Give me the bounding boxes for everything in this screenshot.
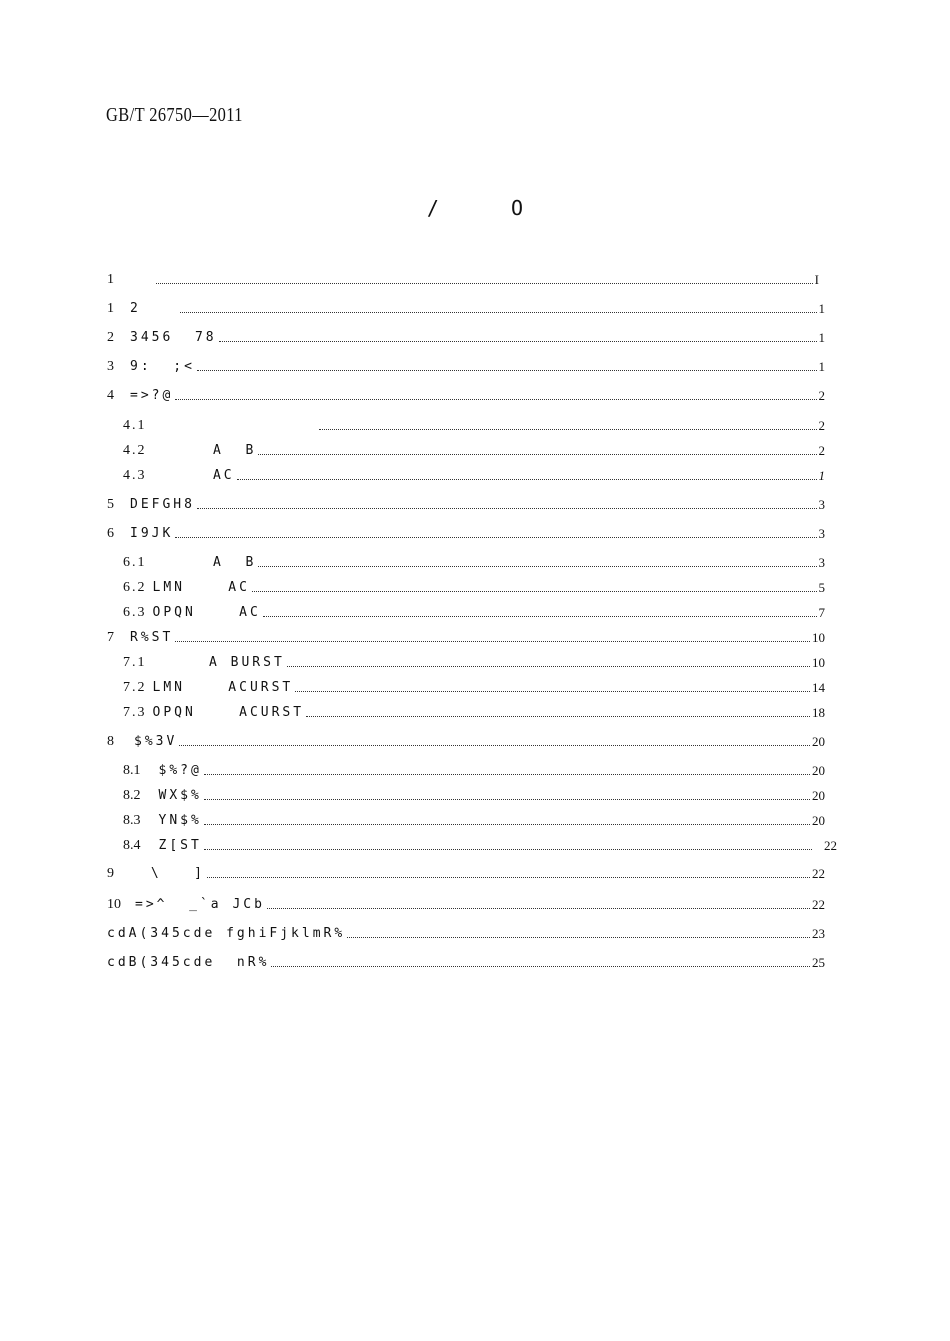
toc-entry-page: 20 [812, 813, 825, 828]
leader-dots [175, 536, 816, 538]
toc-entry-title: =>?@ [130, 388, 174, 403]
toc-entry-title: A B [180, 555, 257, 570]
toc-entry-title: =>^ _`a JCb [135, 897, 265, 912]
toc-entry-16[interactable] [123, 680, 825, 696]
leader-dots [179, 744, 810, 746]
leader-dots [204, 773, 810, 775]
toc-entry-page: 2 [818, 388, 825, 403]
toc-entry-number: 4.2 [123, 443, 147, 458]
toc-entry-page: 3 [818, 555, 825, 570]
toc-entry-title: 2 [130, 301, 141, 316]
toc-entry-page: 3 [818, 526, 825, 541]
toc-entry-9[interactable] [107, 497, 825, 513]
toc-entry-number: 8.4 [123, 838, 141, 853]
toc-entry-appendix-a[interactable] [107, 926, 825, 942]
leader-dots [175, 398, 816, 400]
leader-dots [197, 369, 817, 371]
toc-entry-number: 1 [107, 272, 114, 287]
leader-dots [267, 907, 810, 909]
toc-entry-page: 22 [824, 838, 837, 853]
title-char-right: O [511, 196, 524, 220]
toc-entry-page: 10 [812, 630, 825, 645]
toc-entry-page: 1 [818, 359, 825, 374]
toc-entry-page: 7 [818, 605, 825, 620]
toc-entry-number: 8.3 [123, 813, 141, 828]
standard-number: GB/T 26750—2011 [106, 104, 243, 126]
toc-entry-title: I9JK [130, 526, 174, 541]
toc-entry-20[interactable] [123, 788, 825, 804]
toc-entry-15[interactable] [123, 655, 825, 671]
toc-entry-page: 20 [812, 763, 825, 778]
toc-entry-24[interactable] [107, 897, 825, 913]
toc-entry-number: 10 [107, 897, 121, 912]
toc-entry-number: 6.3 [123, 605, 147, 620]
toc-entry-18[interactable] [107, 734, 825, 750]
toc-entry-number: 2 [107, 330, 114, 345]
toc-entry-page: 3 [818, 497, 825, 512]
toc-entry-8[interactable] [123, 468, 825, 484]
toc-entry-title: $%?@ [158, 763, 202, 778]
leader-dots [204, 848, 812, 850]
toc-entry-title: cdA(345cde fghiFjklmR% [107, 926, 346, 941]
toc-entry-6[interactable] [123, 418, 825, 434]
toc-entry-page: 2 [818, 418, 825, 433]
toc-entry-page: 1 [818, 301, 825, 316]
toc-entry-title: 9: ;< [130, 359, 195, 374]
toc-entry-22[interactable] [123, 838, 837, 854]
toc-entry-title: cdB(345cde nR% [107, 955, 270, 970]
toc-entry-title: $%3V [134, 734, 178, 749]
toc-entry-title: A B [180, 443, 257, 458]
leader-dots [258, 565, 816, 567]
toc-entry-page: 23 [812, 926, 825, 941]
toc-entry-3[interactable] [107, 330, 825, 346]
toc-entry-title: OPQN AC [152, 605, 261, 620]
toc-entry-1[interactable] [107, 272, 819, 288]
toc-entry-number: 6.2 [123, 580, 147, 595]
toc-entry-2[interactable] [107, 301, 825, 317]
toc-entry-title: WX$% [158, 788, 202, 803]
leader-dots [175, 640, 810, 642]
leader-dots [347, 936, 810, 938]
toc-entry-page: 1 [818, 468, 825, 483]
leader-dots [271, 965, 810, 967]
toc-entry-number: 8.2 [123, 788, 141, 803]
toc-entry-10[interactable] [107, 526, 825, 542]
toc-entry-13[interactable] [123, 605, 825, 621]
toc-entry-title: LMN ACURST [152, 680, 294, 695]
toc-entry-number: 7 [107, 630, 114, 645]
leader-dots [287, 665, 810, 667]
leader-dots [237, 478, 817, 480]
toc-entry-number: 8 [107, 734, 114, 749]
leader-dots [180, 311, 817, 313]
toc-entry-12[interactable] [123, 580, 825, 596]
toc-entry-number: 1 [107, 301, 114, 316]
title-char-left: / [426, 196, 439, 220]
toc-entry-number: 4 [107, 388, 114, 403]
leader-dots [263, 615, 817, 617]
toc-entry-title: LMN AC [152, 580, 250, 595]
toc-entry-number: 8.1 [123, 763, 141, 778]
toc-entry-page: I [814, 272, 819, 287]
leader-dots [204, 798, 810, 800]
toc-entry-page: 25 [812, 955, 825, 970]
toc-entry-page: 20 [812, 788, 825, 803]
toc-entry-5[interactable] [107, 388, 825, 404]
leader-dots [219, 340, 817, 342]
toc-entry-title: 3456 78 [130, 330, 217, 345]
toc-entry-title: \ ] [140, 866, 205, 881]
toc-entry-19[interactable] [123, 763, 825, 779]
toc-entry-number: 9 [107, 866, 114, 881]
toc-entry-page: 10 [812, 655, 825, 670]
leader-dots [252, 590, 817, 592]
toc-entry-number: 7.3 [123, 705, 147, 720]
toc-entry-page: 20 [812, 734, 825, 749]
toc-entry-7[interactable] [123, 443, 825, 459]
leader-dots [258, 453, 816, 455]
toc-entry-page: 14 [812, 680, 825, 695]
toc-entry-title: YN$% [158, 813, 202, 828]
toc-entry-appendix-b[interactable] [107, 955, 825, 971]
toc-entry-page: 5 [818, 580, 825, 595]
toc-entry-number: 7.2 [123, 680, 147, 695]
toc-entry-number: 4.1 [123, 418, 147, 433]
leader-dots [306, 715, 810, 717]
toc-entry-number: 6.1 [123, 555, 147, 570]
leader-dots [207, 876, 810, 878]
leader-dots [295, 690, 810, 692]
toc-entry-title: A BURST [176, 655, 285, 670]
leader-dots [156, 282, 813, 284]
toc-entry-page: 22 [812, 897, 825, 912]
toc-entry-title: R%ST [130, 630, 174, 645]
toc-entry-number: 4.3 [123, 468, 147, 483]
toc-entry-number: 6 [107, 526, 114, 541]
leader-dots [319, 428, 817, 430]
toc-entry-number: 5 [107, 497, 114, 512]
toc-entry-23[interactable] [107, 866, 825, 882]
toc-entry-page: 1 [818, 330, 825, 345]
toc-entry-page: 22 [812, 866, 825, 881]
toc-entry-11[interactable] [123, 555, 825, 571]
toc-entry-number: 3 [107, 359, 114, 374]
toc-entry-14[interactable] [107, 630, 825, 646]
toc-entry-number: 7.1 [123, 655, 147, 670]
leader-dots [204, 823, 810, 825]
toc-entry-title: AC [180, 468, 235, 483]
toc-entry-21[interactable] [123, 813, 825, 829]
toc-entry-title: DEFGH8 [130, 497, 195, 512]
toc-entry-17[interactable] [123, 705, 825, 721]
toc-entry-title: Z[ST [158, 838, 202, 853]
toc-entry-page: 2 [818, 443, 825, 458]
toc-entry-4[interactable] [107, 359, 825, 375]
toc-entry-title: OPQN ACURST [152, 705, 305, 720]
page-title [0, 196, 950, 220]
toc-entry-page: 18 [812, 705, 825, 720]
leader-dots [197, 507, 817, 509]
